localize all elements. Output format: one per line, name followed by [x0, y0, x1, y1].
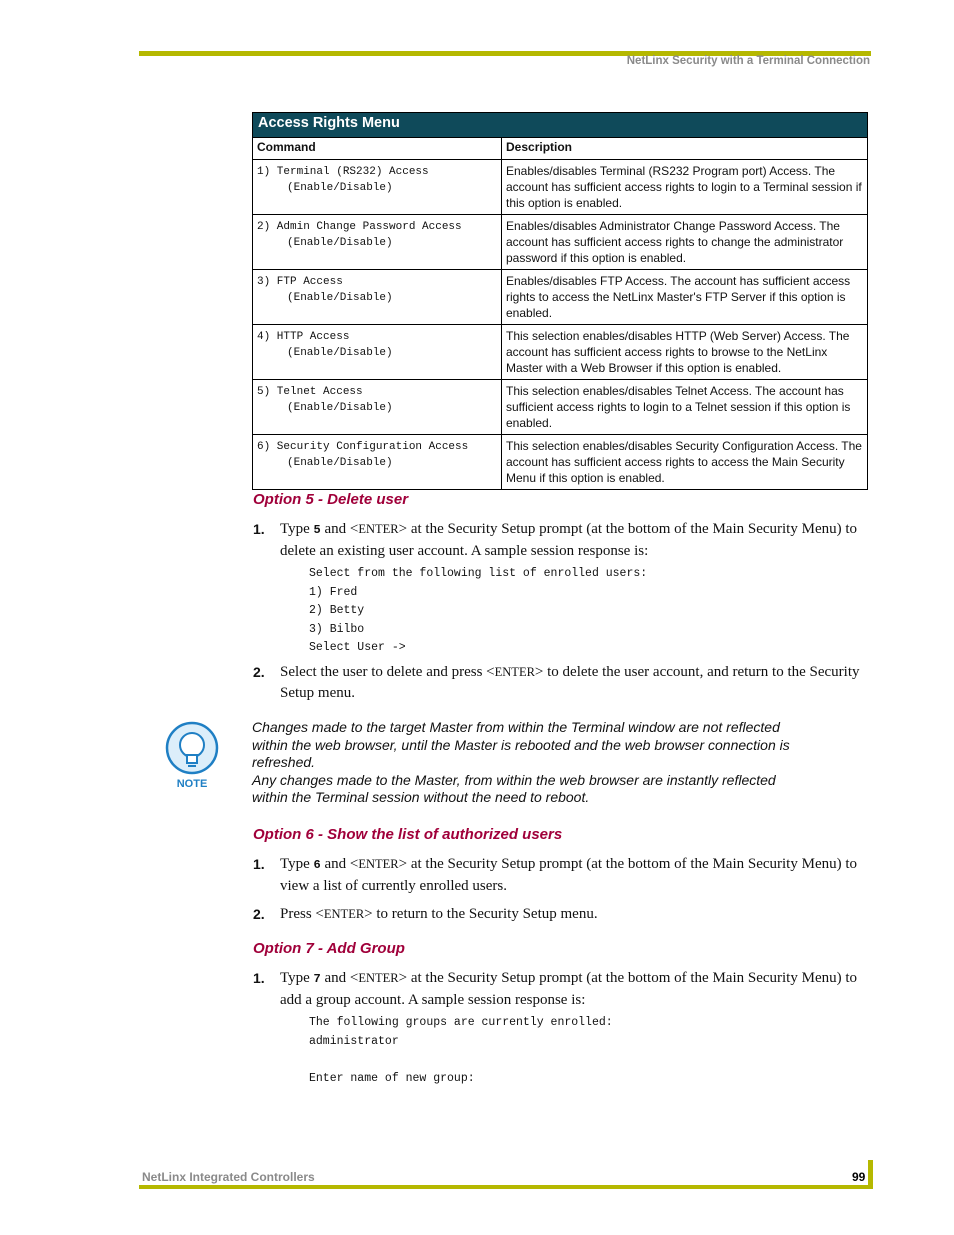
note-paragraph: Any changes made to the Master, from within the web browser are instantly reflected within the Terminal session without the need to reboot. [252, 771, 776, 806]
step-text: > at the Security Setup prompt (at the bottom of the Main Security Menu) to delete an existing user account. A sample session response is: [280, 521, 858, 559]
key-code: 6 [313, 858, 321, 872]
table-row [253, 270, 868, 325]
command-text: 1) Terminal (RS232) Access [257, 166, 429, 178]
step-text: and < [320, 521, 359, 537]
table-row [253, 215, 868, 270]
description-text: This selection enables/disables HTTP (Web Server) Access. The account has sufficient access rights to browse to the NetLinx Master with a Web Browser if this option is enabled. [502, 325, 868, 380]
description-text: This selection enables/disables Security Configuration Access. The account has sufficient access rights to access the Main Security Menu if this option is enabled. [502, 435, 868, 490]
section-heading-option-5: Option 5 - Delete user [253, 491, 409, 508]
step-text: Type [280, 856, 314, 872]
step-text: > at the Security Setup prompt (at the bottom of the Main Security Menu) to view a list of currently enrolled users. [280, 856, 858, 894]
command-subtext: (Enable/Disable) [287, 237, 393, 249]
page-number: 99 [852, 1170, 866, 1184]
code-line: 2) Betty [309, 604, 365, 618]
note-icon-label: NOTE [176, 778, 208, 790]
step-text: > at the Security Setup prompt (at the bottom of the Main Security Menu) to add a group account. A sample session response is: [280, 970, 858, 1008]
running-footer: NetLinx Integrated Controllers [142, 1170, 315, 1184]
description-text: Enables/disables FTP Access. The account has sufficient access rights to access the NetLinx Master's FTP Server if this option is enabled. [502, 270, 868, 325]
code-sample [309, 1014, 613, 1088]
footer-rule [139, 1185, 871, 1189]
step-text: Type [280, 521, 314, 537]
code-line: Select from the following list of enrolled users: [309, 567, 648, 580]
description-text: This selection enables/disables Telnet Access. The account has sufficient access rights to login to a Telnet session if this option is enabled. [502, 380, 868, 435]
command-subtext: (Enable/Disable) [287, 457, 393, 469]
command-text: 5) Telnet Access [257, 386, 363, 398]
command-subtext: (Enable/Disable) [287, 292, 393, 304]
command-text: 4) HTTP Access [257, 331, 350, 343]
step-number: 1. [253, 521, 265, 537]
note-icon [164, 721, 220, 791]
table-title: Access Rights Menu [253, 113, 868, 138]
command-text: 3) FTP Access [257, 276, 343, 288]
note-text [252, 719, 792, 807]
step-item [253, 854, 869, 897]
section-heading-option-7: Option 7 - Add Group [253, 940, 405, 957]
key-code: 5 [313, 523, 321, 537]
step-text: > to delete the user account, and return to the Security Setup menu. [280, 664, 860, 701]
step-text: > to return to the Security Setup menu. [364, 906, 598, 922]
step-item [253, 904, 869, 925]
table-row [253, 435, 868, 490]
key-code: 7 [313, 972, 321, 986]
code-line: Enter name of new group: [309, 1071, 475, 1085]
step-item [253, 662, 869, 704]
command-subtext: (Enable/Disable) [287, 182, 393, 194]
code-sample [309, 565, 647, 658]
step-item [253, 519, 869, 562]
step-number: 1. [253, 856, 265, 872]
step-text: Type [280, 970, 314, 986]
running-header: NetLinx Security with a Terminal Connection [626, 55, 870, 67]
code-line: Select User -> [309, 641, 406, 655]
code-line: 1) Fred [309, 585, 358, 599]
column-header-description: Description [502, 138, 868, 160]
note-paragraph: Changes made to the target Master from within the Terminal window are not reflected within the web browser, until the Master is rebooted and the web browser connection is refreshed. [252, 719, 790, 771]
step-text: and < [320, 970, 359, 986]
table-row [253, 160, 868, 215]
section-heading-option-6: Option 6 - Show the list of authorized users [253, 826, 563, 843]
step-number: 2. [253, 906, 265, 922]
code-blank-line [309, 1051, 613, 1070]
enter-key: ENTER [358, 971, 399, 985]
table-row [253, 380, 868, 435]
description-text: Enables/disables Administrator Change Password Access. The account has sufficient access rights to change the administrator password if this option is enabled. [502, 215, 868, 270]
column-header-command: Command [253, 138, 502, 160]
code-line: administrator [309, 1034, 399, 1048]
access-rights-table [252, 112, 868, 490]
step-item [253, 968, 869, 1011]
enter-key: ENTER [323, 907, 365, 921]
description-text: Enables/disables Terminal (RS232 Program port) Access. The account has sufficient access rights to login to a Terminal session if this option is enabled. [502, 160, 868, 215]
enter-key: ENTER [358, 522, 399, 536]
code-line: The following groups are currently enrolled: [309, 1016, 613, 1029]
table-row [253, 325, 868, 380]
step-text: and < [320, 856, 359, 872]
step-number: 1. [253, 970, 265, 986]
command-text: 2) Admin Change Password Access [257, 221, 462, 233]
command-text: 6) Security Configuration Access [257, 441, 469, 453]
step-number: 2. [253, 664, 265, 680]
step-text: Press < [280, 906, 324, 922]
command-subtext: (Enable/Disable) [287, 347, 393, 359]
command-subtext: (Enable/Disable) [287, 402, 393, 414]
step-text: Select the user to delete and press < [280, 664, 495, 680]
code-line: 3) Bilbo [309, 622, 365, 636]
enter-key: ENTER [358, 857, 399, 871]
enter-key: ENTER [494, 665, 535, 679]
